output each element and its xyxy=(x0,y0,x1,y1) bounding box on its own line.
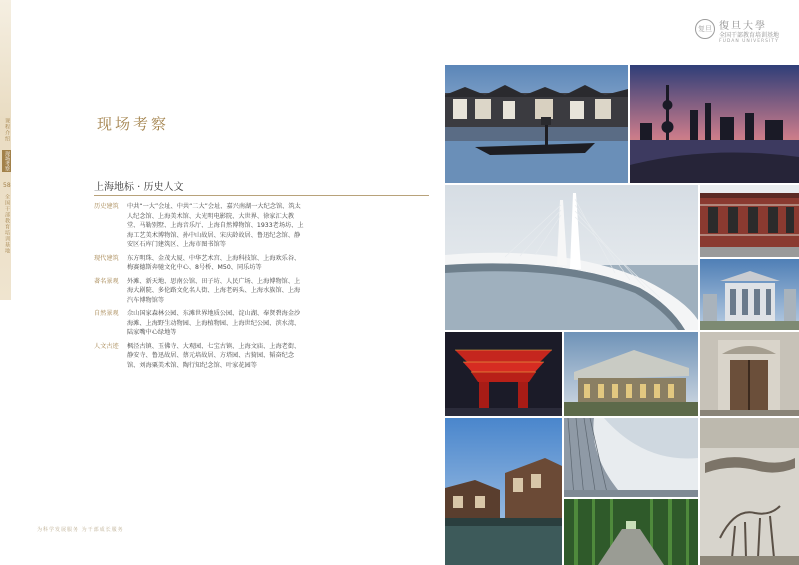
section-title: 现场考察 xyxy=(97,115,170,133)
logo-name-en: FUDAN UNIVERSITY xyxy=(719,39,779,44)
dinosaur-museum-photo xyxy=(700,418,799,565)
shikumen-door-photo xyxy=(700,332,799,416)
spine-top-text: 课程介绍 xyxy=(4,118,10,142)
subsection-rule xyxy=(94,195,429,196)
category-row-historic xyxy=(94,202,306,250)
subsection-title: 上海地标 · 历史人文 xyxy=(94,182,184,193)
category-row-landmarks xyxy=(94,277,306,306)
category-label: 历史建筑 xyxy=(94,203,119,210)
page-spine xyxy=(0,0,11,565)
logo-subtitle: 全国干部教育培训基地 xyxy=(719,32,780,39)
footer-slogan: 为科学发展服务 为干部成长服务 xyxy=(37,527,124,533)
science-museum-photo xyxy=(564,332,698,416)
category-row-nature xyxy=(94,309,306,338)
category-items: 佘山国家森林公园、东滩世界地质公园、淀山湖、奉贤碧海金沙海滩、上海野生动物园、上海植物园、上海世纪公园、滨水湾、陆家嘴中心绿地等 xyxy=(127,310,301,336)
cable-bridge-photo xyxy=(445,185,698,330)
category-label: 现代建筑 xyxy=(94,254,119,262)
university-seal-icon: 复旦 xyxy=(695,19,715,39)
category-row-modern xyxy=(94,254,306,273)
water-town-boat-photo xyxy=(445,65,628,183)
fudan-logo xyxy=(695,16,795,50)
category-items: 外滩、新天地、思南公馆、田子坊、人民广场、上海博物馆、上海大剧院、多伦路文化名人街、上海老码头、上海水族馆、上海汽车博物馆等 xyxy=(127,277,301,304)
page-number: 58 xyxy=(3,182,11,189)
canal-houses-photo xyxy=(445,418,562,565)
category-list xyxy=(94,202,306,374)
modern-building-photo xyxy=(700,259,799,330)
category-label: 自然景观 xyxy=(94,310,119,317)
first-congress-site-photo xyxy=(700,185,799,257)
curved-building-photo xyxy=(564,418,698,497)
category-items: 中共“一大”会址、中共“二大”会址、嘉兴南湖一大纪念馆、筑太人纪念馆、上海美术馆、大光明电影院、大世界、徐家汇大教堂、马勒别墅、上海音乐厅、上海自然博物馆、1933老场坊、上海工艺美术博物馆、孙中山故居、宋庆龄故居、鲁迅纪念馆、静安区石库门建筑区、上海市图书馆等 xyxy=(127,203,304,248)
spine-bottom-text: 全国干部教育培训基地 xyxy=(4,194,10,254)
forest-road-photo xyxy=(564,499,698,565)
category-row-heritage xyxy=(94,342,306,371)
logo-name-cn: 復旦大學 xyxy=(719,21,767,32)
category-label: 人文古迹 xyxy=(94,342,119,350)
category-label: 著名景观 xyxy=(94,277,119,285)
pudong-skyline-photo xyxy=(630,65,799,183)
category-items: 东方明珠、金茂大厦、中华艺术宫、上海科技馆、上海欢乐谷、梅赛德斯奔驰文化中心、8号桥、M50、同乐坊等 xyxy=(127,254,301,271)
spine-tab-label: 现场考察 xyxy=(4,151,10,171)
china-pavilion-photo xyxy=(445,332,562,416)
category-items: 枫泾古镇、玉佛寺、大观园、七宝古镇、上海文庙、上海老街、静安寺、鲁迅故居、蔡元培故居、方塔园、古猗园、韬奋纪念馆、刘海粟美术馆、陶行知纪念馆、叶家花园等 xyxy=(127,342,301,369)
